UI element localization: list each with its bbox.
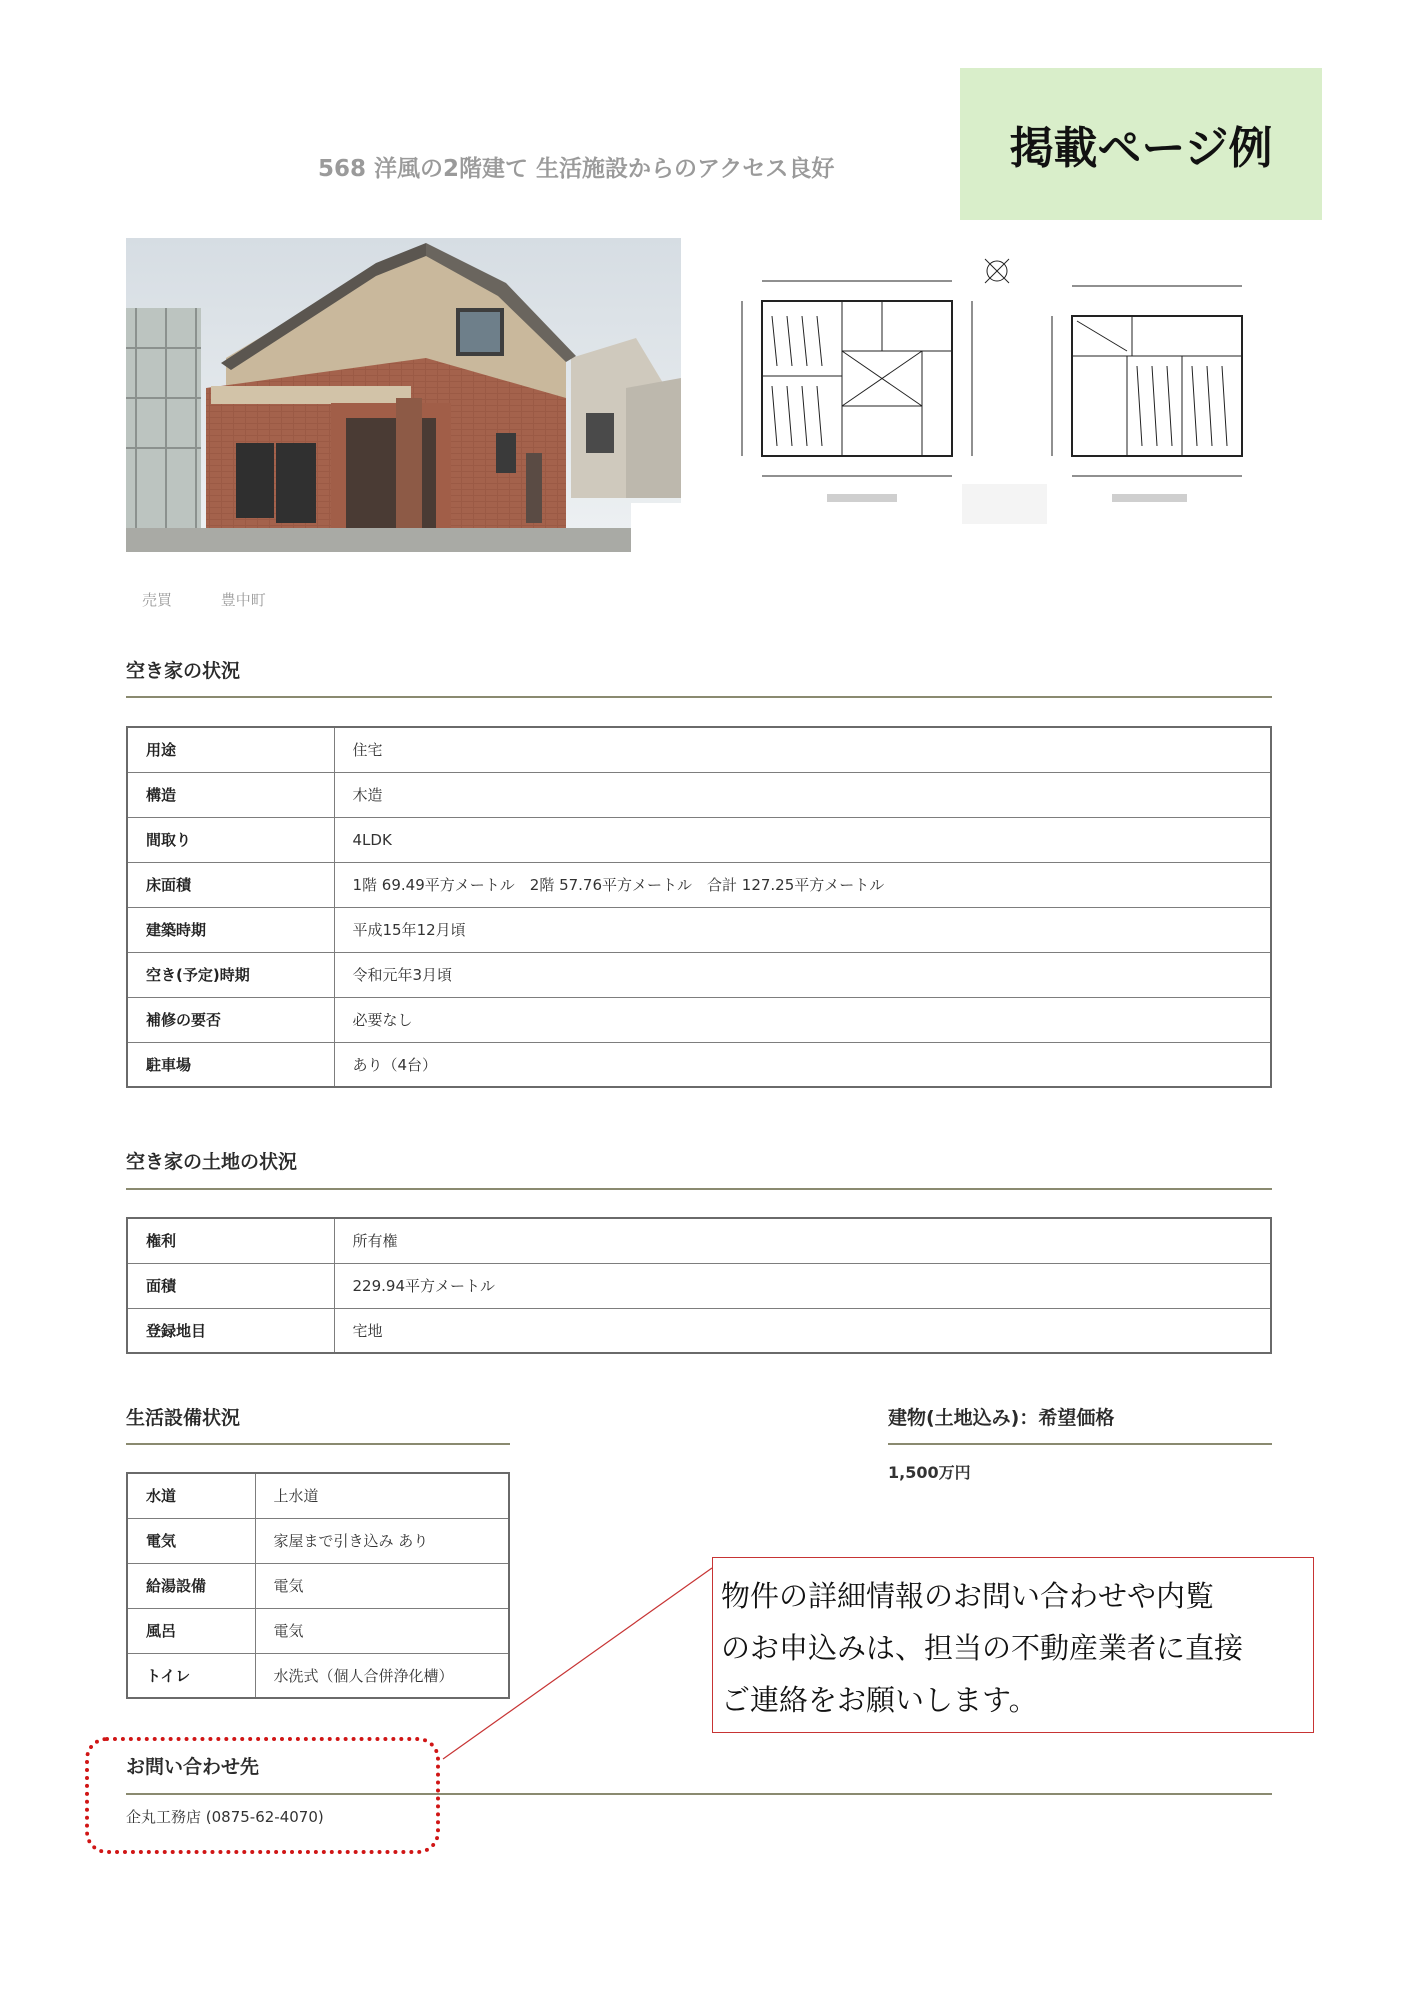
row-value: あり（4台） [334, 1042, 1271, 1087]
note-line: ご連絡をお願いします。 [721, 1683, 1038, 1717]
row-label: 駐車場 [127, 1042, 334, 1087]
row-label: 風呂 [127, 1608, 255, 1653]
row-label: 面積 [127, 1263, 334, 1308]
row-value: 1階 69.49平方メートル 2階 57.76平方メートル 合計 127.25平方メートル [334, 862, 1271, 907]
row-label: 建築時期 [127, 907, 334, 952]
contact-info[interactable]: 企丸工務店 (0875-62-4070) [126, 1808, 324, 1826]
row-label: 登録地目 [127, 1308, 334, 1353]
price-heading: 建物(土地込み)：希望価格 [888, 1407, 1115, 1429]
row-label: 床面積 [127, 862, 334, 907]
row-value: 229.94平方メートル [334, 1263, 1271, 1308]
row-label: 権利 [127, 1218, 334, 1263]
row-label: 補修の要否 [127, 997, 334, 1042]
row-value: 家屋まで引き込み あり [255, 1518, 509, 1563]
price-value: 1,500万円 [888, 1463, 971, 1482]
row-value: 木造 [334, 772, 1271, 817]
land-status-heading: 空き家の土地の状況 [126, 1151, 298, 1173]
row-label: 電気 [127, 1518, 255, 1563]
row-label: 構造 [127, 772, 334, 817]
page-title: 568 洋風の2階建て 生活施設からのアクセス良好 [318, 156, 835, 182]
row-value: 電気 [255, 1563, 509, 1608]
row-label: 間取り [127, 817, 334, 862]
row-value: 4LDK [334, 817, 1271, 862]
row-label: トイレ [127, 1653, 255, 1698]
contact-heading: お問い合わせ先 [126, 1756, 260, 1778]
row-value: 住宅 [334, 727, 1271, 772]
utilities-heading: 生活設備状況 [126, 1407, 241, 1429]
example-page-badge: 掲載ページ例 [960, 68, 1322, 220]
row-value: 水洗式（個人合併浄化槽） [255, 1653, 509, 1698]
row-value: 令和元年3月頃 [334, 952, 1271, 997]
note-line: のお申込みは、担当の不動産業者に直接 [721, 1631, 1244, 1665]
row-value: 平成15年12月頃 [334, 907, 1271, 952]
row-value: 必要なし [334, 997, 1271, 1042]
row-label: 給湯設備 [127, 1563, 255, 1608]
row-label: 用途 [127, 727, 334, 772]
tag-transaction-type[interactable]: 売買 [142, 591, 173, 609]
note-line: 物件の詳細情報のお問い合わせや内覧 [721, 1579, 1215, 1613]
row-value: 上水道 [255, 1473, 509, 1518]
house-status-heading: 空き家の状況 [126, 660, 241, 682]
row-value: 電気 [255, 1608, 509, 1653]
tag-area[interactable]: 豊中町 [220, 591, 266, 609]
row-value: 所有権 [334, 1218, 1271, 1263]
row-label: 水道 [127, 1473, 255, 1518]
section-divider [126, 1793, 1272, 1795]
row-label: 空き(予定)時期 [127, 952, 334, 997]
row-value: 宅地 [334, 1308, 1271, 1353]
